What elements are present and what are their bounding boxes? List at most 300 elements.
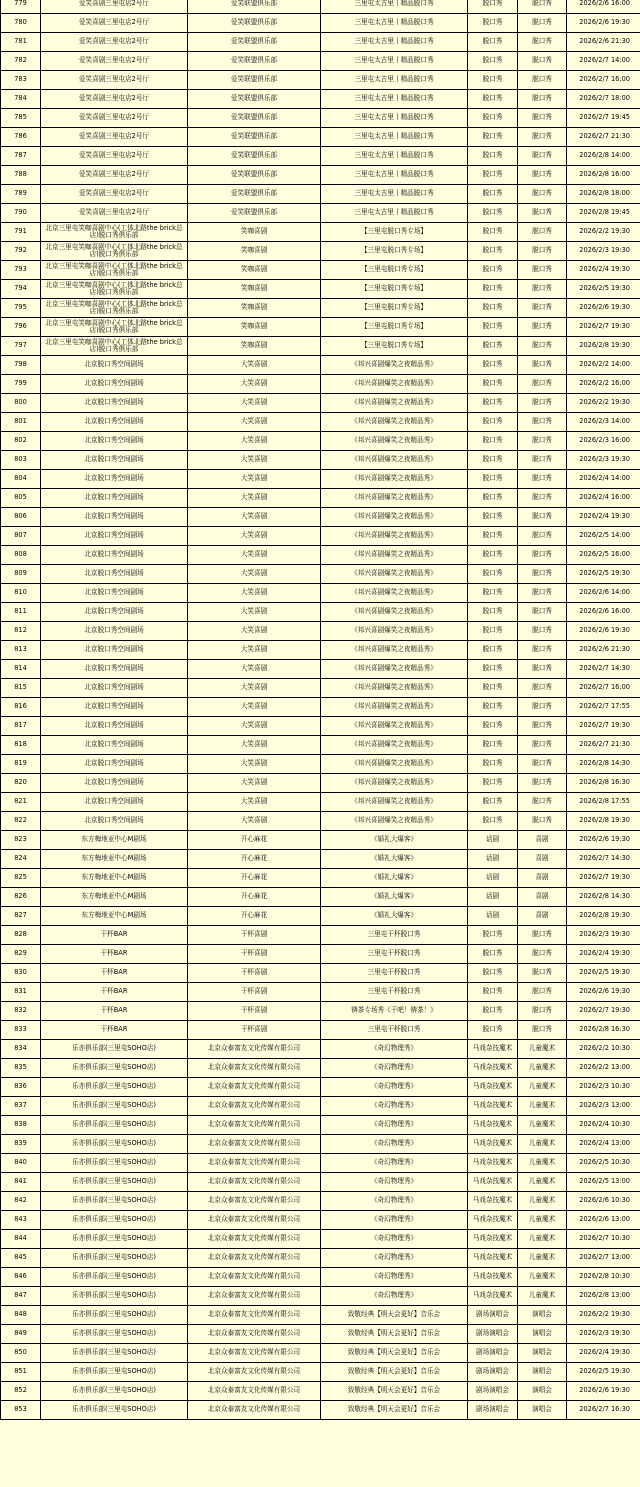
- table-row: [1, 432, 640, 451]
- cell-venue: 北京脱口秀空间剧场: [41, 527, 188, 546]
- cell-venue: 东方梅地亚中心M剧场: [41, 850, 188, 869]
- cell-organizer: 北京众泰富友文化传媒有限公司: [188, 1154, 321, 1173]
- cell-venue: 爱笑喜剧三里屯店2号厅: [41, 90, 188, 109]
- cell-category: 话剧: [468, 850, 518, 869]
- cell-title: 三里屯太古里丨精品脱口秀: [321, 90, 468, 109]
- cell-organizer: 开心麻花: [188, 888, 321, 907]
- cell-id: 803: [1, 451, 41, 470]
- cell-time: 2026/2/7 13:00: [567, 1249, 640, 1268]
- cell-id: 794: [1, 280, 41, 299]
- cell-title: 《邦兴喜剧爆笑之夜精品秀》: [321, 356, 468, 375]
- cell-title: 致敬经典【明天会更好】音乐会: [321, 1401, 468, 1420]
- cell-genre: 喜剧: [518, 907, 567, 926]
- cell-title: 三里屯太古里丨精品脱口秀: [321, 14, 468, 33]
- cell-venue: 爱笑喜剧三里屯店2号厅: [41, 204, 188, 223]
- cell-category: 脱口秀: [468, 565, 518, 584]
- table-row: [1, 1287, 640, 1306]
- cell-venue: 乐亦俱乐部(三里屯SOHO店): [41, 1078, 188, 1097]
- cell-venue: 北京脱口秀空间剧场: [41, 603, 188, 622]
- cell-title: 《邦兴喜剧爆笑之夜精品秀》: [321, 774, 468, 793]
- cell-category: 马戏杂技魔术: [468, 1040, 518, 1059]
- cell-id: 833: [1, 1021, 41, 1040]
- cell-genre: 喜剧: [518, 850, 567, 869]
- cell-organizer: 开心麻花: [188, 831, 321, 850]
- cell-time: 2026/2/7 10:30: [567, 1230, 640, 1249]
- cell-time: 2026/2/6 16:00: [567, 0, 640, 14]
- cell-id: 823: [1, 831, 41, 850]
- cell-time: 2026/2/6 19:30: [567, 1382, 640, 1401]
- cell-venue: 北京脱口秀空间剧场: [41, 413, 188, 432]
- cell-organizer: 笑咖喜剧: [188, 223, 321, 242]
- table-row: [1, 926, 640, 945]
- table-row: [1, 1021, 640, 1040]
- cell-id: 824: [1, 850, 41, 869]
- cell-id: 801: [1, 413, 41, 432]
- cell-venue: 乐亦俱乐部(三里屯SOHO店): [41, 1268, 188, 1287]
- cell-id: 806: [1, 508, 41, 527]
- cell-category: 脱口秀: [468, 166, 518, 185]
- cell-time: 2026/2/5 14:00: [567, 527, 640, 546]
- cell-organizer: 大笑喜剧: [188, 470, 321, 489]
- cell-genre: 脱口秀: [518, 793, 567, 812]
- cell-venue: 北京脱口秀空间剧场: [41, 717, 188, 736]
- table-row: [1, 641, 640, 660]
- cell-venue: 爱笑喜剧三里屯店2号厅: [41, 71, 188, 90]
- cell-category: 脱口秀: [468, 318, 518, 337]
- cell-organizer: 北京众泰富友文化传媒有限公司: [188, 1078, 321, 1097]
- cell-title: 三里屯太古里丨精品脱口秀: [321, 185, 468, 204]
- cell-id: 817: [1, 717, 41, 736]
- cell-genre: 脱口秀: [518, 755, 567, 774]
- cell-organizer: 爱笑联盟俱乐部: [188, 71, 321, 90]
- cell-organizer: 开心麻花: [188, 850, 321, 869]
- cell-venue: 北京脱口秀空间剧场: [41, 565, 188, 584]
- cell-title: 《邦兴喜剧爆笑之夜精品秀》: [321, 679, 468, 698]
- cell-time: 2026/2/8 16:00: [567, 166, 640, 185]
- cell-id: 822: [1, 812, 41, 831]
- table-row: [1, 983, 640, 1002]
- cell-title: 《邦兴喜剧爆笑之夜精品秀》: [321, 793, 468, 812]
- table-row: [1, 603, 640, 622]
- cell-genre: 演唱会: [518, 1363, 567, 1382]
- cell-time: 2026/2/5 13:00: [567, 1173, 640, 1192]
- table-row: [1, 375, 640, 394]
- cell-id: 852: [1, 1382, 41, 1401]
- cell-id: 832: [1, 1002, 41, 1021]
- cell-title: 《邦兴喜剧爆笑之夜精品秀》: [321, 451, 468, 470]
- table-row: [1, 356, 640, 375]
- cell-time: 2026/2/6 16:00: [567, 603, 640, 622]
- cell-genre: 脱口秀: [518, 280, 567, 299]
- cell-title: 【三里屯脱口秀专场】: [321, 299, 468, 318]
- cell-genre: 喜剧: [518, 831, 567, 850]
- table-row: [1, 109, 640, 128]
- cell-title: 致敬经典【明天会更好】音乐会: [321, 1344, 468, 1363]
- cell-category: 话剧: [468, 869, 518, 888]
- cell-genre: 脱口秀: [518, 489, 567, 508]
- cell-time: 2026/2/2 13:00: [567, 1059, 640, 1078]
- cell-venue: 乐亦俱乐部(三里屯SOHO店): [41, 1230, 188, 1249]
- cell-organizer: 大笑喜剧: [188, 774, 321, 793]
- cell-genre: 脱口秀: [518, 318, 567, 337]
- cell-organizer: 北京众泰富友文化传媒有限公司: [188, 1382, 321, 1401]
- cell-organizer: 爱笑联盟俱乐部: [188, 90, 321, 109]
- cell-venue: 北京脱口秀空间剧场: [41, 660, 188, 679]
- cell-title: 《邦兴喜剧爆笑之夜精品秀》: [321, 736, 468, 755]
- table-row: [1, 1135, 640, 1154]
- cell-genre: 脱口秀: [518, 812, 567, 831]
- cell-id: 835: [1, 1059, 41, 1078]
- cell-time: 2026/2/5 19:30: [567, 1363, 640, 1382]
- cell-category: 脱口秀: [468, 508, 518, 527]
- table-row: [1, 470, 640, 489]
- cell-venue: 乐亦俱乐部(三里屯SOHO店): [41, 1344, 188, 1363]
- cell-category: 马戏杂技魔术: [468, 1230, 518, 1249]
- cell-category: 脱口秀: [468, 375, 518, 394]
- table-row: [1, 831, 640, 850]
- cell-venue: 北京三里屯笑咖喜剧中心(工体北路the brick总店)脱口秀俱乐部: [41, 337, 188, 356]
- table-row: [1, 1249, 640, 1268]
- cell-organizer: 大笑喜剧: [188, 660, 321, 679]
- table-row: [1, 660, 640, 679]
- cell-genre: 脱口秀: [518, 964, 567, 983]
- cell-venue: 北京三里屯笑咖喜剧中心(工体北路the brick总店)脱口秀俱乐部: [41, 261, 188, 280]
- cell-time: 2026/2/6 19:30: [567, 983, 640, 1002]
- cell-title: 《邦兴喜剧爆笑之夜精品秀》: [321, 546, 468, 565]
- cell-category: 马戏杂技魔术: [468, 1192, 518, 1211]
- cell-genre: 儿童魔术: [518, 1192, 567, 1211]
- table-row: [1, 964, 640, 983]
- cell-category: 脱口秀: [468, 33, 518, 52]
- cell-title: 《邦兴喜剧爆笑之夜精品秀》: [321, 413, 468, 432]
- cell-id: 834: [1, 1040, 41, 1059]
- cell-time: 2026/2/6 14:00: [567, 584, 640, 603]
- cell-title: 三里屯太古里丨精品脱口秀: [321, 109, 468, 128]
- cell-genre: 脱口秀: [518, 337, 567, 356]
- cell-organizer: 开心麻花: [188, 869, 321, 888]
- table-row: [1, 1382, 640, 1401]
- cell-title: 三里屯干杯脱口秀: [321, 945, 468, 964]
- cell-id: 811: [1, 603, 41, 622]
- cell-id: 792: [1, 242, 41, 261]
- cell-category: 马戏杂技魔术: [468, 1287, 518, 1306]
- cell-genre: 儿童魔术: [518, 1116, 567, 1135]
- cell-genre: 脱口秀: [518, 717, 567, 736]
- cell-title: 《奇幻物理秀》: [321, 1287, 468, 1306]
- cell-venue: 北京脱口秀空间剧场: [41, 584, 188, 603]
- cell-id: 808: [1, 546, 41, 565]
- cell-genre: 脱口秀: [518, 394, 567, 413]
- cell-genre: 儿童魔术: [518, 1268, 567, 1287]
- cell-time: 2026/2/4 19:30: [567, 508, 640, 527]
- table-row: [1, 1325, 640, 1344]
- cell-genre: 喜剧: [518, 869, 567, 888]
- cell-genre: 脱口秀: [518, 546, 567, 565]
- cell-venue: 北京脱口秀空间剧场: [41, 394, 188, 413]
- cell-category: 马戏杂技魔术: [468, 1059, 518, 1078]
- cell-title: 致敬经典【明天会更好】音乐会: [321, 1325, 468, 1344]
- cell-organizer: 干杯喜剧: [188, 926, 321, 945]
- cell-organizer: 大笑喜剧: [188, 812, 321, 831]
- cell-id: 800: [1, 394, 41, 413]
- cell-category: 脱口秀: [468, 109, 518, 128]
- cell-venue: 干杯BAR: [41, 1002, 188, 1021]
- cell-organizer: 大笑喜剧: [188, 603, 321, 622]
- cell-time: 2026/2/5 16:00: [567, 546, 640, 565]
- cell-time: 2026/2/6 19:30: [567, 831, 640, 850]
- cell-venue: 干杯BAR: [41, 964, 188, 983]
- table-row: [1, 204, 640, 223]
- cell-genre: 脱口秀: [518, 565, 567, 584]
- cell-id: 786: [1, 128, 41, 147]
- cell-id: 812: [1, 622, 41, 641]
- cell-venue: 乐亦俱乐部(三里屯SOHO店): [41, 1382, 188, 1401]
- cell-title: 《邦兴喜剧爆笑之夜精品秀》: [321, 565, 468, 584]
- cell-id: 783: [1, 71, 41, 90]
- cell-id: 844: [1, 1230, 41, 1249]
- cell-id: 784: [1, 90, 41, 109]
- cell-id: 841: [1, 1173, 41, 1192]
- cell-id: 797: [1, 337, 41, 356]
- cell-title: 《邦兴喜剧爆笑之夜精品秀》: [321, 622, 468, 641]
- cell-venue: 干杯BAR: [41, 983, 188, 1002]
- cell-category: 剧场演唱会: [468, 1325, 518, 1344]
- cell-genre: 儿童魔术: [518, 1059, 567, 1078]
- cell-venue: 北京脱口秀空间剧场: [41, 698, 188, 717]
- cell-organizer: 干杯喜剧: [188, 983, 321, 1002]
- cell-category: 脱口秀: [468, 223, 518, 242]
- cell-category: 脱口秀: [468, 337, 518, 356]
- cell-organizer: 北京众泰富友文化传媒有限公司: [188, 1211, 321, 1230]
- cell-venue: 乐亦俱乐部(三里屯SOHO店): [41, 1040, 188, 1059]
- cell-organizer: 大笑喜剧: [188, 432, 321, 451]
- cell-title: 《婚礼大爆客》: [321, 850, 468, 869]
- cell-organizer: 北京众泰富友文化传媒有限公司: [188, 1249, 321, 1268]
- cell-genre: 脱口秀: [518, 622, 567, 641]
- cell-venue: 东方梅地亚中心M剧场: [41, 869, 188, 888]
- cell-genre: 脱口秀: [518, 679, 567, 698]
- cell-venue: 乐亦俱乐部(三里屯SOHO店): [41, 1059, 188, 1078]
- cell-organizer: 北京众泰富友文化传媒有限公司: [188, 1040, 321, 1059]
- cell-organizer: 爱笑联盟俱乐部: [188, 52, 321, 71]
- cell-id: 851: [1, 1363, 41, 1382]
- table-row: [1, 33, 640, 52]
- cell-title: 《奇幻物理秀》: [321, 1268, 468, 1287]
- cell-organizer: 爱笑联盟俱乐部: [188, 147, 321, 166]
- cell-category: 马戏杂技魔术: [468, 1135, 518, 1154]
- cell-organizer: 笑咖喜剧: [188, 318, 321, 337]
- cell-genre: 脱口秀: [518, 983, 567, 1002]
- cell-title: 《邦兴喜剧爆笑之夜精品秀》: [321, 755, 468, 774]
- cell-organizer: 北京众泰富友文化传媒有限公司: [188, 1363, 321, 1382]
- cell-id: 836: [1, 1078, 41, 1097]
- cell-organizer: 爱笑联盟俱乐部: [188, 185, 321, 204]
- cell-id: 807: [1, 527, 41, 546]
- cell-category: 话剧: [468, 831, 518, 850]
- cell-id: 810: [1, 584, 41, 603]
- cell-time: 2026/2/6 19:30: [567, 299, 640, 318]
- cell-genre: 脱口秀: [518, 261, 567, 280]
- cell-category: 脱口秀: [468, 983, 518, 1002]
- cell-time: 2026/2/8 19:45: [567, 204, 640, 223]
- cell-category: 脱口秀: [468, 812, 518, 831]
- cell-category: 脱口秀: [468, 71, 518, 90]
- cell-organizer: 爱笑联盟俱乐部: [188, 109, 321, 128]
- table-row: [1, 185, 640, 204]
- table-row: [1, 1363, 640, 1382]
- cell-category: 脱口秀: [468, 489, 518, 508]
- cell-title: 《奇幻物理秀》: [321, 1059, 468, 1078]
- cell-time: 2026/2/5 10:30: [567, 1154, 640, 1173]
- cell-id: 789: [1, 185, 41, 204]
- cell-genre: 脱口秀: [518, 698, 567, 717]
- cell-title: 三里屯太古里丨精品脱口秀: [321, 147, 468, 166]
- table-row: [1, 1154, 640, 1173]
- cell-organizer: 大笑喜剧: [188, 698, 321, 717]
- table-row: [1, 280, 640, 299]
- cell-time: 2026/2/7 18:00: [567, 90, 640, 109]
- cell-category: 脱口秀: [468, 774, 518, 793]
- cell-category: 马戏杂技魔术: [468, 1154, 518, 1173]
- cell-genre: 儿童魔术: [518, 1078, 567, 1097]
- cell-id: 780: [1, 14, 41, 33]
- cell-time: 2026/2/6 10:30: [567, 1192, 640, 1211]
- cell-time: 2026/2/8 10:30: [567, 1268, 640, 1287]
- cell-organizer: 笑咖喜剧: [188, 337, 321, 356]
- table-row: [1, 413, 640, 432]
- cell-category: 脱口秀: [468, 622, 518, 641]
- cell-genre: 脱口秀: [518, 242, 567, 261]
- cell-venue: 乐亦俱乐部(三里屯SOHO店): [41, 1249, 188, 1268]
- cell-organizer: 笑咖喜剧: [188, 261, 321, 280]
- cell-category: 脱口秀: [468, 945, 518, 964]
- cell-title: 《奇幻物理秀》: [321, 1078, 468, 1097]
- table-row: [1, 1192, 640, 1211]
- cell-category: 话剧: [468, 888, 518, 907]
- cell-title: 《奇幻物理秀》: [321, 1116, 468, 1135]
- cell-venue: 干杯BAR: [41, 945, 188, 964]
- table-row: [1, 584, 640, 603]
- cell-genre: 脱口秀: [518, 0, 567, 14]
- cell-time: 2026/2/3 13:00: [567, 1097, 640, 1116]
- table-row: [1, 565, 640, 584]
- cell-organizer: 干杯喜剧: [188, 1002, 321, 1021]
- cell-category: 脱口秀: [468, 755, 518, 774]
- table-row: [1, 1173, 640, 1192]
- cell-title: 《邦兴喜剧爆笑之夜精品秀》: [321, 698, 468, 717]
- table-row: [1, 1268, 640, 1287]
- cell-category: 脱口秀: [468, 527, 518, 546]
- cell-category: 脱口秀: [468, 793, 518, 812]
- table-row: [1, 622, 640, 641]
- cell-title: 致敬经典【明天会更好】音乐会: [321, 1363, 468, 1382]
- cell-organizer: 爱笑联盟俱乐部: [188, 128, 321, 147]
- cell-venue: 干杯BAR: [41, 926, 188, 945]
- cell-organizer: 北京众泰富友文化传媒有限公司: [188, 1059, 321, 1078]
- cell-id: 798: [1, 356, 41, 375]
- cell-time: 2026/2/3 16:00: [567, 432, 640, 451]
- cell-title: 《奇幻物理秀》: [321, 1230, 468, 1249]
- cell-time: 2026/2/5 19:30: [567, 565, 640, 584]
- cell-time: 2026/2/8 17:55: [567, 793, 640, 812]
- cell-venue: 北京三里屯笑咖喜剧中心(工体北路the brick总店)脱口秀俱乐部: [41, 318, 188, 337]
- cell-category: 脱口秀: [468, 698, 518, 717]
- table-row: [1, 1002, 640, 1021]
- cell-venue: 北京三里屯笑咖喜剧中心(工体北路the brick总店)脱口秀俱乐部: [41, 223, 188, 242]
- table-row: [1, 166, 640, 185]
- cell-id: 793: [1, 261, 41, 280]
- cell-id: 809: [1, 565, 41, 584]
- cell-category: 话剧: [468, 907, 518, 926]
- cell-time: 2026/2/8 16:30: [567, 1021, 640, 1040]
- cell-venue: 北京脱口秀空间剧场: [41, 470, 188, 489]
- cell-organizer: 北京众泰富友文化传媒有限公司: [188, 1401, 321, 1420]
- cell-id: 848: [1, 1306, 41, 1325]
- cell-organizer: 干杯喜剧: [188, 945, 321, 964]
- cell-time: 2026/2/2 10:30: [567, 1040, 640, 1059]
- cell-time: 2026/2/4 19:30: [567, 1344, 640, 1363]
- table-row: [1, 394, 640, 413]
- cell-organizer: 爱笑联盟俱乐部: [188, 0, 321, 14]
- cell-id: 818: [1, 736, 41, 755]
- cell-title: 《邦兴喜剧爆笑之夜精品秀》: [321, 527, 468, 546]
- cell-genre: 演唱会: [518, 1401, 567, 1420]
- cell-category: 脱口秀: [468, 90, 518, 109]
- cell-title: 《邦兴喜剧爆笑之夜精品秀》: [321, 375, 468, 394]
- cell-id: 819: [1, 755, 41, 774]
- cell-venue: 乐亦俱乐部(三里屯SOHO店): [41, 1173, 188, 1192]
- cell-venue: 乐亦俱乐部(三里屯SOHO店): [41, 1306, 188, 1325]
- cell-venue: 乐亦俱乐部(三里屯SOHO店): [41, 1097, 188, 1116]
- cell-id: 843: [1, 1211, 41, 1230]
- cell-time: 2026/2/7 14:00: [567, 52, 640, 71]
- cell-id: 837: [1, 1097, 41, 1116]
- cell-genre: 脱口秀: [518, 660, 567, 679]
- cell-category: 脱口秀: [468, 299, 518, 318]
- schedule-table-body: [1, 0, 640, 1420]
- cell-title: 【三里屯脱口秀专场】: [321, 318, 468, 337]
- table-row: [1, 717, 640, 736]
- cell-category: 脱口秀: [468, 14, 518, 33]
- cell-title: 致敬经典【明天会更好】音乐会: [321, 1306, 468, 1325]
- cell-organizer: 北京众泰富友文化传媒有限公司: [188, 1306, 321, 1325]
- cell-genre: 演唱会: [518, 1325, 567, 1344]
- cell-venue: 北京脱口秀空间剧场: [41, 755, 188, 774]
- cell-organizer: 大笑喜剧: [188, 489, 321, 508]
- cell-category: 脱口秀: [468, 128, 518, 147]
- cell-genre: 脱口秀: [518, 356, 567, 375]
- cell-id: 795: [1, 299, 41, 318]
- cell-title: 【三里屯脱口秀专场】: [321, 261, 468, 280]
- cell-venue: 乐亦俱乐部(三里屯SOHO店): [41, 1192, 188, 1211]
- cell-time: 2026/2/5 19:30: [567, 964, 640, 983]
- cell-id: 820: [1, 774, 41, 793]
- cell-title: 《邦兴喜剧爆笑之夜精品秀》: [321, 812, 468, 831]
- cell-organizer: 大笑喜剧: [188, 565, 321, 584]
- cell-id: 779: [1, 0, 41, 14]
- cell-category: 脱口秀: [468, 584, 518, 603]
- cell-venue: 乐亦俱乐部(三里屯SOHO店): [41, 1211, 188, 1230]
- cell-time: 2026/2/7 19:30: [567, 717, 640, 736]
- cell-time: 2026/2/3 19:30: [567, 926, 640, 945]
- cell-title: 《奇幻物理秀》: [321, 1040, 468, 1059]
- cell-title: 【三里屯脱口秀专场】: [321, 337, 468, 356]
- cell-title: 《邦兴喜剧爆笑之夜精品秀》: [321, 717, 468, 736]
- table-row: [1, 90, 640, 109]
- cell-time: 2026/2/6 19:30: [567, 14, 640, 33]
- cell-organizer: 北京众泰富友文化传媒有限公司: [188, 1192, 321, 1211]
- cell-time: 2026/2/3 14:00: [567, 413, 640, 432]
